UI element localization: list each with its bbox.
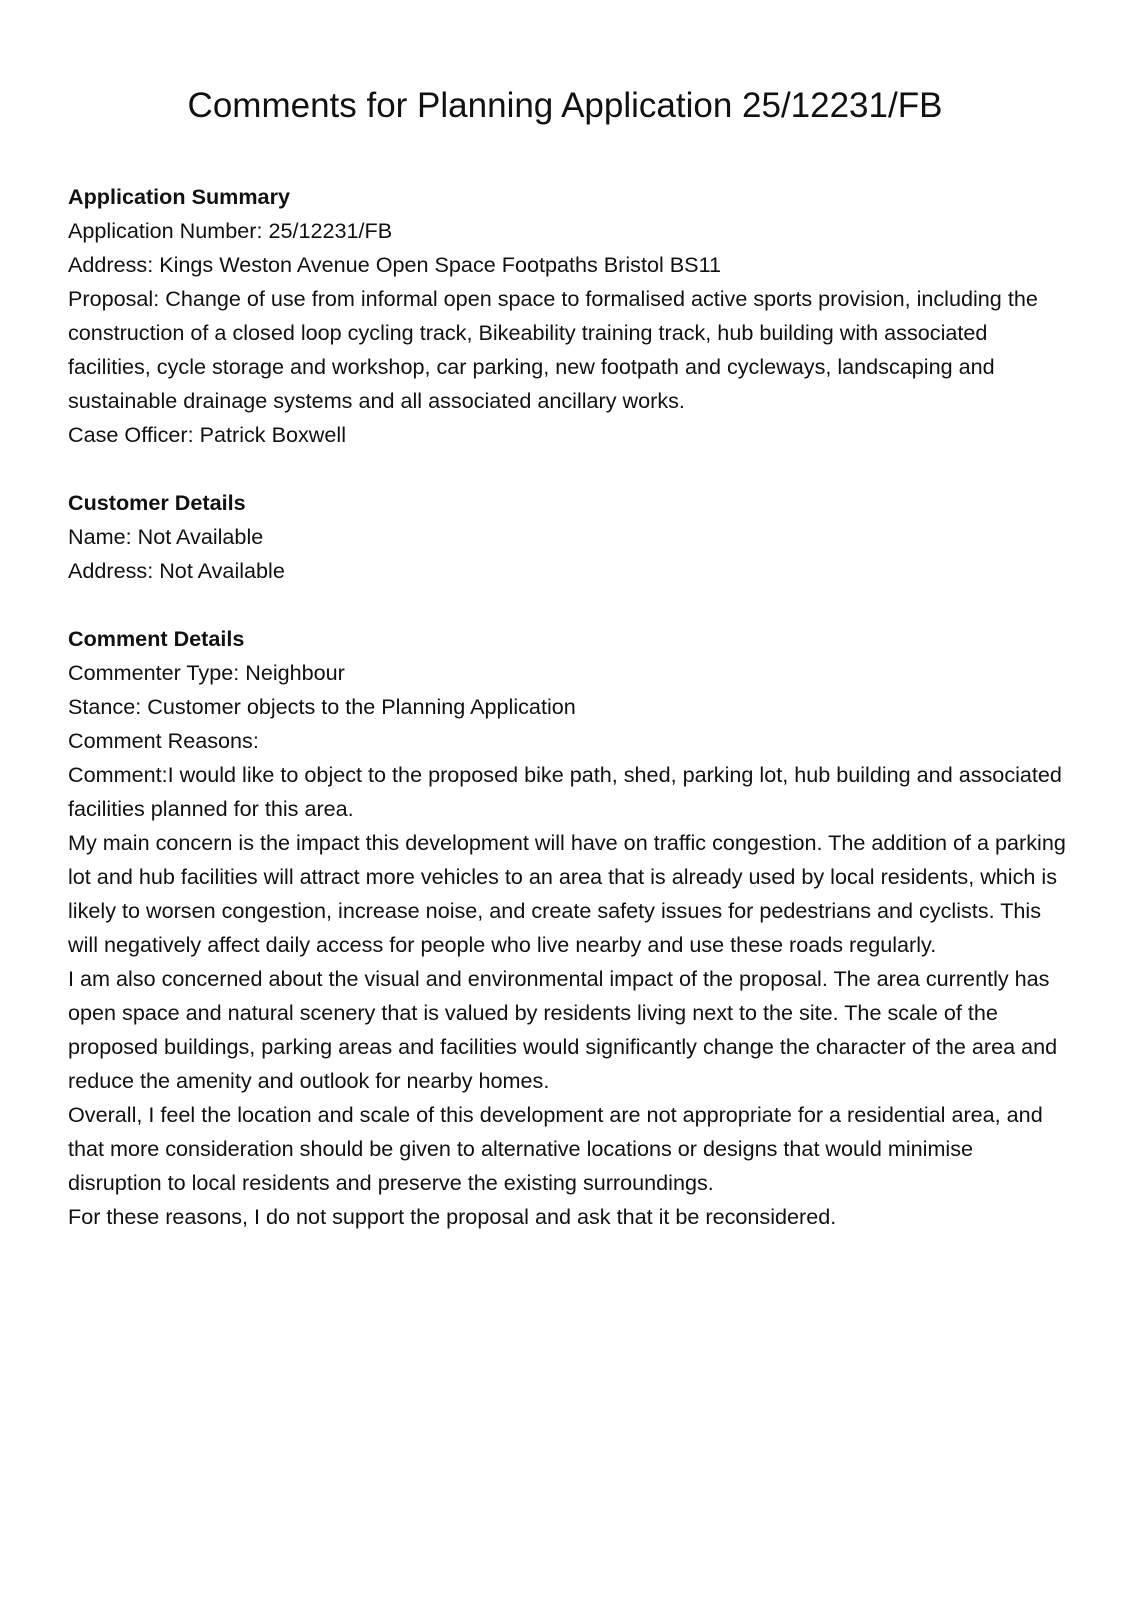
application-number: Application Number: 25/12231/FB	[68, 218, 393, 243]
case-officer: Case Officer: Patrick Boxwell	[68, 422, 347, 447]
application-proposal: Proposal: Change of use from informal open space to formalised active sports provision, including the construction of a closed loop cycling track, Bikeability training track, hub building with associated facilities, cycle storage and workshop, car parking, new footpath and cycleways, landscaping and sustainable drainage systems and all associated ancillary works.	[68, 286, 1038, 413]
application-summary-section	[68, 180, 1068, 452]
comment-details-section	[68, 622, 1068, 1234]
comment-paragraph-overall: Overall, I feel the location and scale of this development are not appropriate for a residential area, and that more consideration should be given to alternative locations or designs that would minimise disruption to local residents and preserve the existing surroundings.	[68, 1102, 1043, 1195]
comment-paragraph-conclusion: For these reasons, I do not support the proposal and ask that it be reconsidered.	[68, 1204, 837, 1229]
comment-reasons: Comment Reasons:	[68, 728, 259, 753]
comment-stance: Stance: Customer objects to the Planning Application	[68, 694, 576, 719]
application-summary-heading: Application Summary	[68, 184, 290, 209]
comment-intro: Comment:I would like to object to the proposed bike path, shed, parking lot, hub building and associated facilities planned for this area.	[68, 762, 1062, 821]
document-content	[68, 180, 1068, 1268]
application-address: Address: Kings Weston Avenue Open Space Footpaths Bristol BS11	[68, 252, 721, 277]
page-title: Comments for Planning Application 25/12231/FB	[187, 86, 943, 125]
comment-details-heading: Comment Details	[68, 626, 245, 651]
commenter-type: Commenter Type: Neighbour	[68, 660, 345, 685]
customer-details-section	[68, 486, 1068, 588]
comment-paragraph-visual: I am also concerned about the visual and environmental impact of the proposal. The area currently has open space and natural scenery that is valued by residents living next to the site. The scale of the proposed buildings, parking areas and facilities would significantly change the character of the area and reduce the amenity and outlook for nearby homes.	[68, 966, 1058, 1093]
customer-details-heading: Customer Details	[68, 490, 246, 515]
comment-paragraph-traffic: My main concern is the impact this development will have on traffic congestion. The addition of a parking lot and hub facilities will attract more vehicles to an area that is already used by local residents, which is likely to worsen congestion, increase noise, and create safety issues for pedestrians and cyclists. This will negatively affect daily access for people who live nearby and use these roads regularly.	[68, 830, 1066, 957]
customer-name: Name: Not Available	[68, 524, 264, 549]
customer-address: Address: Not Available	[68, 558, 285, 583]
